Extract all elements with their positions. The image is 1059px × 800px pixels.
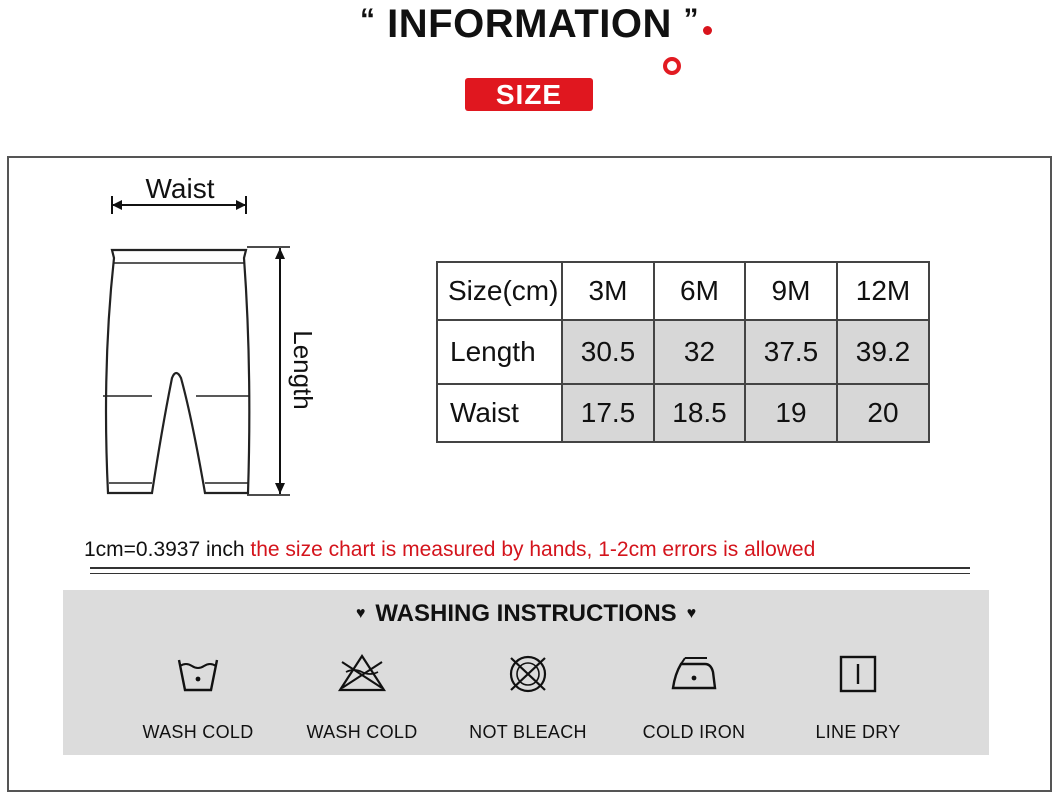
row-label: Waist (437, 384, 562, 442)
wash-label: WASH COLD (306, 722, 418, 742)
wash-item (277, 652, 447, 743)
table-cell: 30.5 (562, 320, 654, 384)
table-cell: 20 (837, 384, 929, 442)
wash-label: NOT BLEACH (469, 722, 587, 742)
washing-title-text: WASHING INSTRUCTIONS (375, 600, 677, 627)
header-cell: 6M (654, 262, 745, 320)
wash-label: WASH COLD (142, 722, 254, 742)
page-title (0, 2, 1059, 47)
length-label: Length (288, 330, 318, 410)
title-text: INFORMATION (387, 2, 672, 46)
wash-label: LINE DRY (815, 722, 901, 742)
conversion-text: 1cm=0.3937 inch (84, 538, 245, 561)
wash-cold-icon (173, 652, 223, 696)
open-quote: “ (360, 3, 376, 36)
header-cell: 3M (562, 262, 654, 320)
heart-icon: ♥ (686, 605, 697, 622)
wash-item (609, 652, 779, 743)
red-dot-decoration (703, 26, 712, 35)
header-cell: 9M (745, 262, 837, 320)
divider (90, 567, 970, 569)
washing-panel (63, 590, 989, 755)
size-table (436, 261, 930, 443)
table-row (437, 384, 929, 442)
washing-title (63, 600, 989, 628)
table-cell: 18.5 (654, 384, 745, 442)
line-dry-icon (836, 652, 880, 696)
table-cell: 39.2 (837, 320, 929, 384)
table-cell: 17.5 (562, 384, 654, 442)
waist-label: Waist (145, 173, 215, 204)
no-tumble-icon (334, 652, 390, 696)
heart-icon: ♥ (355, 605, 366, 622)
header-cell: Size(cm) (437, 262, 562, 320)
table-cell: 19 (745, 384, 837, 442)
close-quote: ” (683, 3, 699, 36)
pants-diagram (80, 168, 320, 508)
wash-item (443, 652, 613, 743)
wash-label: COLD IRON (642, 722, 746, 742)
disclaimer-text: the size chart is measured by hands, 1-2cm errors is allowed (250, 538, 816, 561)
table-cell: 32 (654, 320, 745, 384)
no-bleach-icon (503, 652, 553, 696)
divider (90, 573, 970, 574)
measurement-note (84, 538, 815, 562)
cold-iron-icon (667, 652, 721, 696)
red-ring-decoration (663, 57, 681, 75)
wash-item (773, 652, 943, 743)
table-cell: 37.5 (745, 320, 837, 384)
row-label: Length (437, 320, 562, 384)
table-row (437, 320, 929, 384)
header-cell: 12M (837, 262, 929, 320)
wash-item (113, 652, 283, 743)
size-badge: SIZE (465, 78, 593, 111)
table-header-row (437, 262, 929, 320)
